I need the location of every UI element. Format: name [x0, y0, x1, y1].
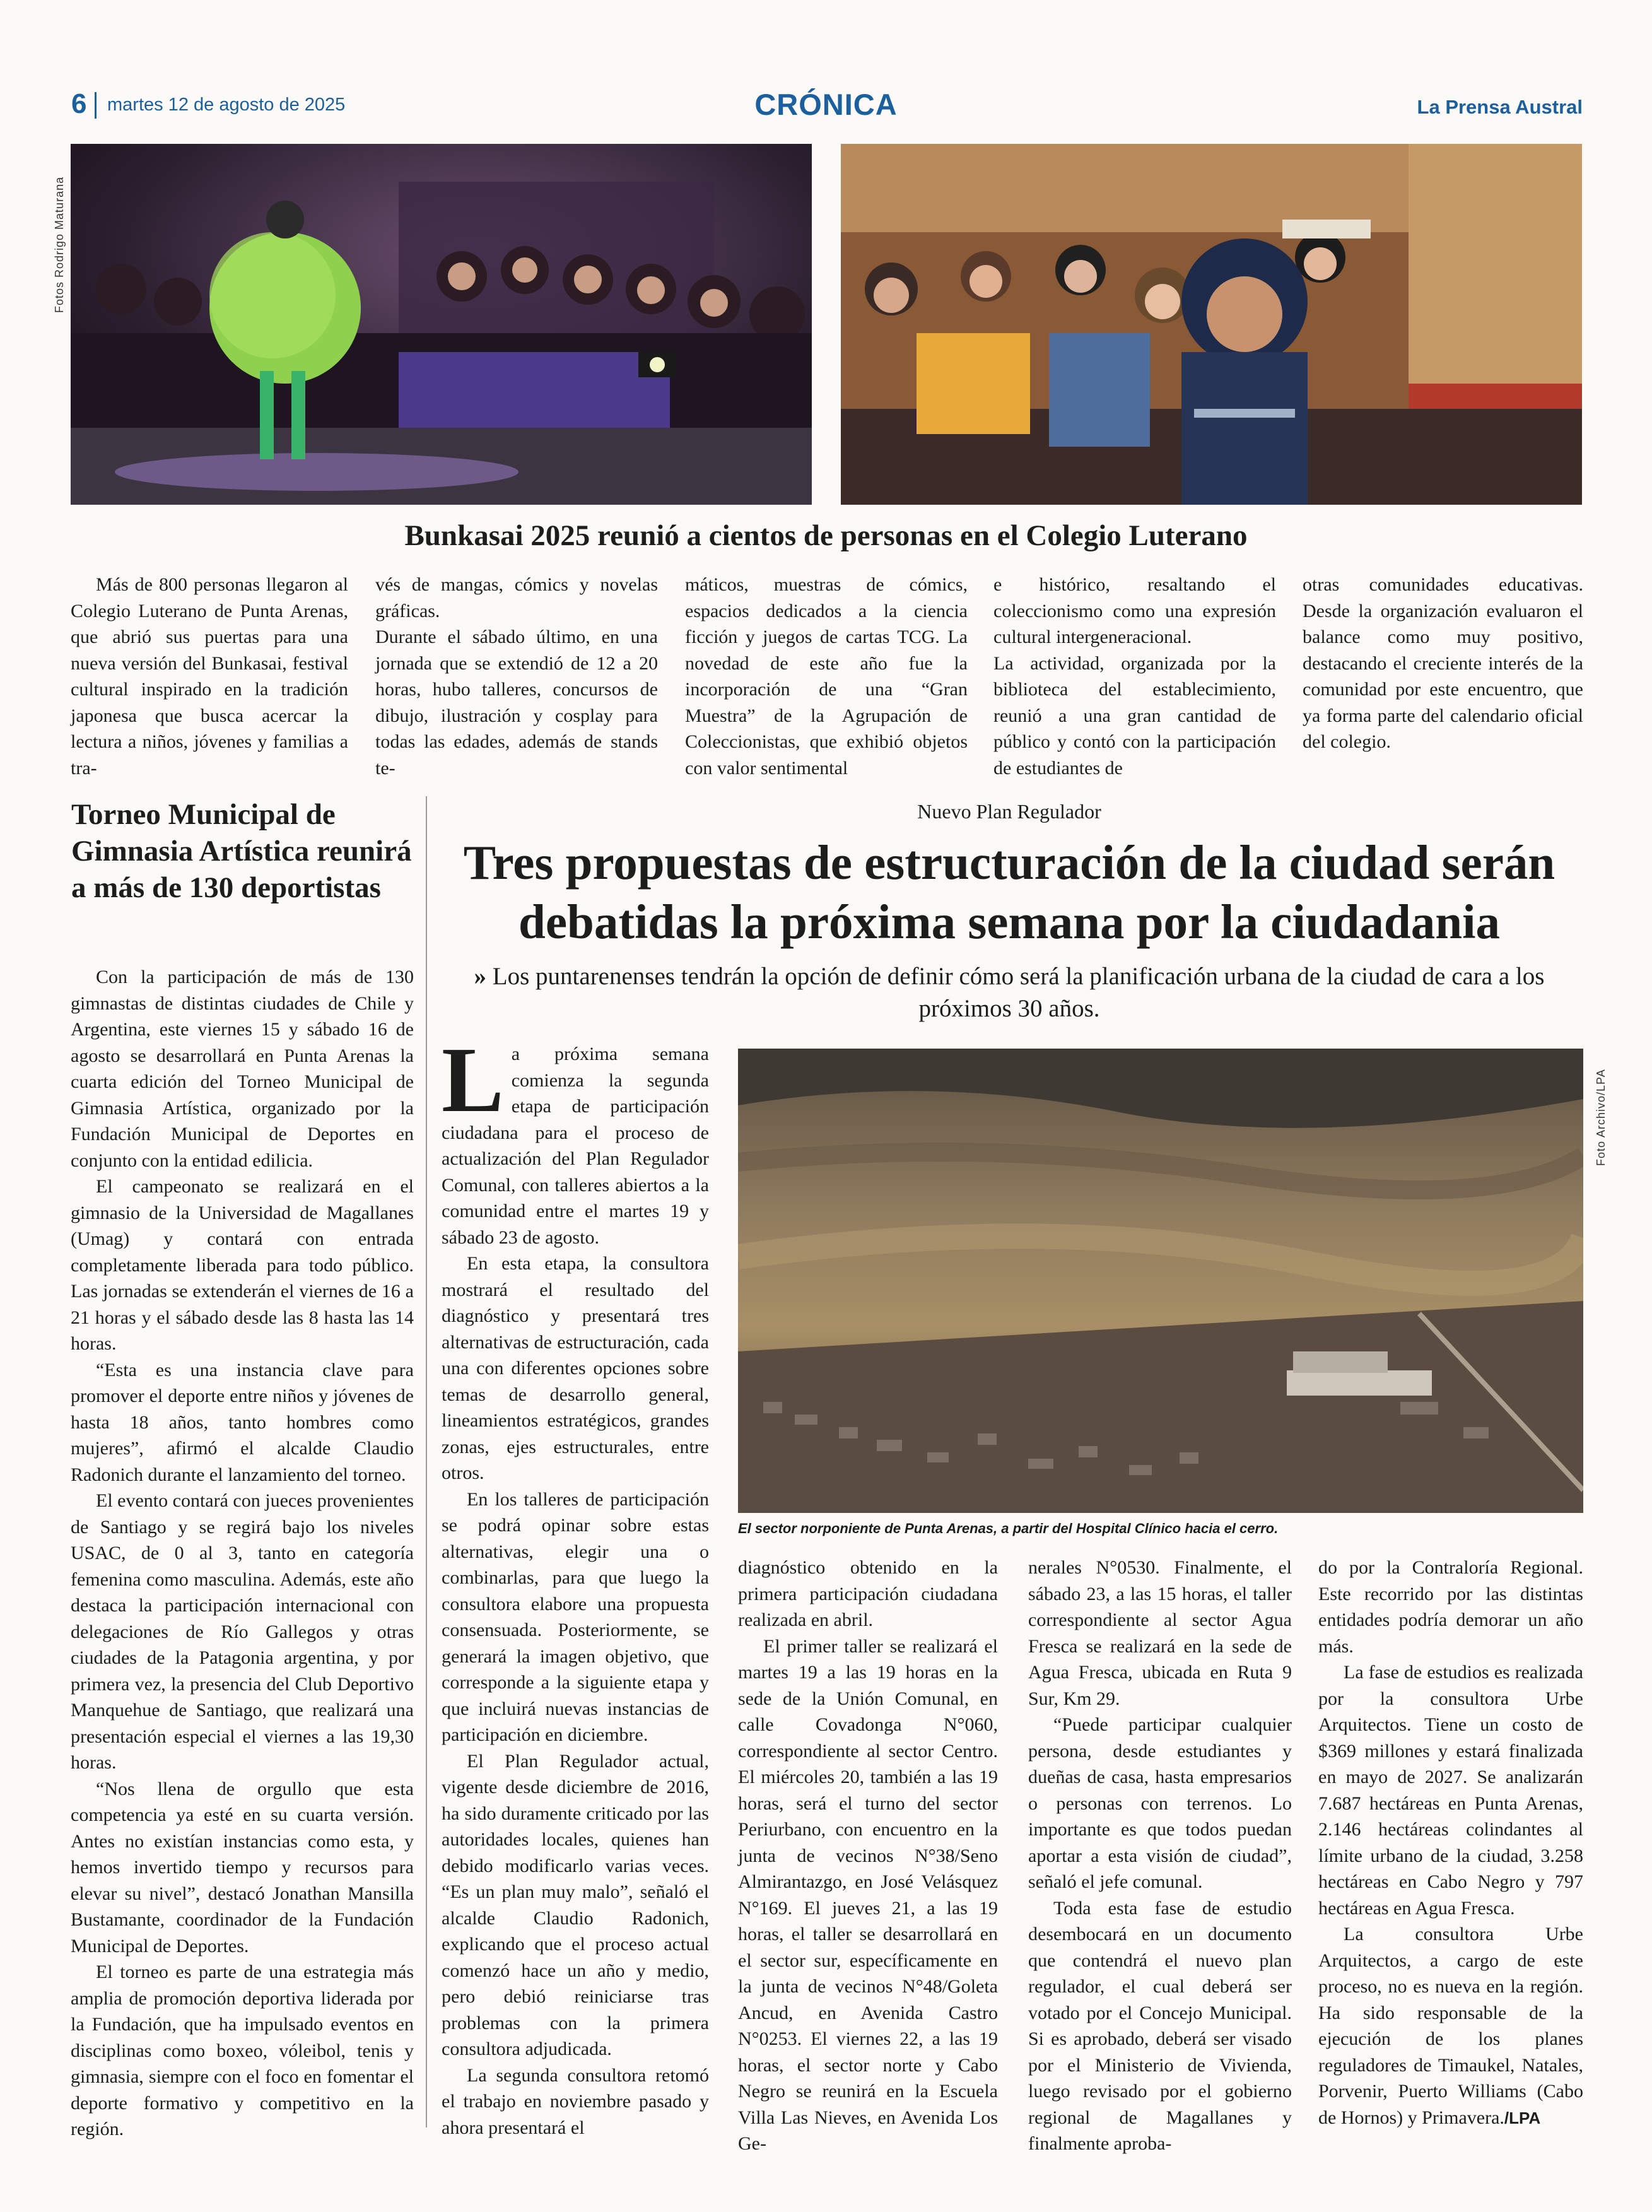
photo-cosplay-audience [841, 144, 1582, 505]
publication-name: La Prensa Austral [1417, 96, 1583, 118]
chevron-right-icon: » [474, 963, 487, 990]
plan-paragraph: “Puede participar cualquier persona, desde estudiantes y dueñas de casa, hasta empresarios o personas con terrenos. Lo importante es que todos puedan aportar a esta visión de ciudad”, señaló el jefe comunal. [1028, 1714, 1292, 1892]
plan-paragraph: La fase de estudios es realizada por la consultora Urbe Arquitectos. Tiene un costo de $369 millones y estará finalizada en mayo de 2027. Se analizarán 7.687 hectáreas en Punta Arenas, 2.146 hectáreas colindantes al límite urbano de la ciudad, 3.258 hectáreas en Cabo Negro y 797 hectáreas en Agua Fresca. [1318, 1662, 1583, 1919]
bunkasai-column-3 [685, 572, 968, 781]
plan-paragraph: do por la Contraloría Regional. Este recorrido por las distintas entidades podría demorar un año más. [1318, 1557, 1583, 1657]
section-title: CRÓNICA [754, 88, 898, 121]
page-number: 6 [71, 88, 87, 119]
photo-credit: Foto Archivo/LPA [1595, 1069, 1607, 1166]
torneo-paragraph: “Nos llena de orgullo que esta competencia ya esté en su cuarta versión. Antes no existían instancias como esta, y hemos invertido tiempo y recursos para elevar su nivel”, destacó Jonathan Mansilla Bustamante, coordinador de la Fundación Municipal de Deportes. [71, 1778, 414, 1956]
bunkasai-paragraph: máticos, muestras de cómics, espacios dedicados a la ciencia ficción y juegos de cartas TCG. La novedad de este año fue la incorporación de una “Gran Muestra” de la Agrupación de Coleccionistas, que exhibió objetos con valor sentimental [685, 574, 968, 779]
bunkasai-paragraph: e histórico, resaltando el coleccionismo como una expresión cultural intergeneracional. La actividad, organizada por la biblioteca del establecimiento, reunió a una gran cantidad de público y contó con la participación de estudiantes de [993, 574, 1276, 779]
bunkasai-column-1 [71, 572, 348, 781]
plan-column-4 [1318, 1555, 1583, 2131]
plan-paragraph [442, 1028, 709, 1250]
plan-column-1 [442, 1028, 709, 2141]
column-divider [426, 796, 427, 2127]
plan-kicker: Nuevo Plan Regulador [917, 800, 1101, 823]
plan-lead-text: a próxima semana comienza la segunda etapa de participación ciudadana para el proceso de actualización del Plan Regulador Comunal, con talleres abiertos a la comunidad entre el martes 19 y sábado 23 de agosto. [442, 1044, 709, 1248]
plan-deck-text: Los puntarenenses tendrán la opción de definir cómo será la planificación urbana de la ciudad de cara a los próximos 30 años. [492, 963, 1545, 1022]
bunkasai-column-5 [1303, 572, 1583, 755]
photo-aerial-punta-arenas [738, 1049, 1583, 1513]
plan-paragraph: diagnóstico obtenido en la primera participación ciudadana realizada en abril. [738, 1557, 998, 1630]
plan-paragraph: El primer taller se realizará el martes 19 a las 19 horas en la sede de la Unión Comunal, en calle Covadonga N°060, correspondiente al sector Centro. El miércoles 20, también a las 19 horas, será el turno del sector Periurbano, con encuentro en la junta de vecinos N°38/Seno Almirantazgo, en José Velásquez N°169. El jueves 21, a las 19 horas, el taller se desarrollará en el sector sur, específicamente en la junta de vecinos N°48/Goleta Ancud, en Avenida Castro N°0253. El viernes 22, a las 19 horas, el sector norte y Cabo Negro se reunirá en la Escuela Villa Las Nieves, en Avenida Los Ge- [738, 1635, 998, 2154]
issue-date: martes 12 de agosto de 2025 [107, 95, 346, 115]
torneo-paragraph: El campeonato se realizará en el gimnasio de la Universidad de Magallanes (Umag) y contará con entrada completamente liberada para todo público. Las jornadas se extenderán el viernes de 16 a 21 horas y el sábado desde las 8 hasta las 14 horas. [71, 1176, 414, 1354]
plan-paragraph: Toda esta fase de estudio desembocará en un documento que contendrá el nuevo plan regulador, el cual deberá ser votado por el Concejo Municipal. Si es aprobado, deberá ser visado por el Ministerio de Vivienda, luego revisado por el gobierno regional de Magallanes y finalmente aproba- [1028, 1897, 1292, 2154]
bunkasai-column-4 [993, 572, 1276, 781]
torneo-body [71, 964, 414, 2143]
photo-cosplay-stage [71, 144, 812, 505]
torneo-paragraph: Con la participación de más de 130 gimnastas de distintas ciudades de Chile y Argentina, este viernes 15 y sábado 16 de agosto se desarrollará en Punta Arenas la cuarta edición del Torneo Municipal de Gimnasia Artística, organizado por la Fundación Municipal de Deportes en conjunto con la entidad edilicia. [71, 967, 414, 1171]
bunkasai-headline: Bunkasai 2025 reunió a cientos de personas en el Colegio Luterano [404, 519, 1248, 552]
plan-paragraph: En los talleres de participación se podrá opinar sobre estas alternativas, elegir una o combinarlas, para que luego la consultora elabore una propuesta consensuada. Posteriormente, se generará la imagen objetivo, que corresponde a la siguiente etapa y que incluirá nuevas instancias de participación en diciembre. [442, 1488, 709, 1745]
bunkasai-column-2 [375, 572, 658, 781]
plan-column-3 [1028, 1555, 1292, 2157]
plan-paragraph: El Plan Regulador actual, vigente desde diciembre de 2016, ha sido duramente criticado por las autoridades locales, quienes han debido modificarlo varias veces. “Es un plan muy malo”, señaló el alcalde Claudio Radonich, explicando que el proceso actual comenzó hace un año y medio, pero debió reiniciarse tras problemas con la primera consultora adjudicada. [442, 1750, 709, 2059]
bunkasai-paragraph: Más de 800 personas llegaron al Colegio Luterano de Punta Arenas, que abrió sus puertas para una nueva versión del Bunkasai, festival cultural inspirado en la tradición japonesa que busca acercar la lectura a niños, jóvenes y familias a tra- [71, 574, 348, 779]
plan-paragraph [1318, 1921, 1583, 2131]
plan-deck [435, 960, 1583, 1025]
torneo-headline: Torneo Municipal de Gimnasia Artística reunirá a más de 130 deportistas [71, 798, 412, 904]
bunkasai-paragraph: otras comunidades educativas. Desde la organización evaluaron el balance como muy positivo, destacando el creciente interés de la comunidad por este encuentro, que ya forma parte del calendario oficial del colegio. [1303, 574, 1583, 752]
plan-column-2 [738, 1555, 998, 2157]
torneo-paragraph: El evento contará con jueces provenientes de Santiago y se regirá bajo los niveles USAC, de 0 al 3, tanto en categoría femenina como masculina. Además, este año destaca la participación internacional con delegaciones de Río Gallegos y otras ciudades de la Patagonia argentina, y por primera vez, la presencia del Club Deportivo Manquehue de Santiago, que realizará una presentación especial el viernes a las 19,30 horas. [71, 1490, 414, 1773]
signoff: /LPA [1504, 2108, 1541, 2127]
plan-paragraph: nerales N°0530. Finalmente, el sábado 23, a las 15 horas, el taller correspondiente al sector Agua Fresca se realizará en la sede de Agua Fresca, ubicada en Ruta 9 Sur, Km 29. [1028, 1557, 1292, 1709]
aerial-photo-caption: El sector norponiente de Punta Arenas, a partir del Hospital Clínico hacia el cerro. [738, 1521, 1279, 1536]
plan-paragraph: En esta etapa, la consultora mostrará el resultado del diagnóstico y presentará tres alternativas de estructuración, cada una con diferentes opciones sobre temas de desarrollo general, lineamientos estratégicos, grandes zonas, ejes estructurales, entre otros. [442, 1253, 709, 1483]
drop-cap: L [442, 1028, 504, 1132]
bunkasai-paragraph: vés de mangas, cómics y novelas gráficas. Durante el sábado último, en una jornada que se extendió de 12 a 20 horas, hubo talleres, concursos de dibujo, ilustración y cosplay para todas las edades, además de stands te- [375, 574, 658, 779]
plan-paragraph: La segunda consultora retomó el trabajo en noviembre pasado y ahora presentará el [442, 2064, 709, 2138]
torneo-paragraph: El torneo es parte de una estrategia más amplia de promoción deportiva liderada por la Fundación, que ha impulsado eventos en disciplinas como boxeo, vóleibol, tenis y gimnasia, siempre con el foco en fomentar el deporte formativo y competitivo en la región. [71, 1962, 414, 2139]
photo-credit: Fotos Rodrigo Maturana [53, 176, 66, 313]
torneo-paragraph: “Esta es una instancia clave para promover el deporte entre niños y jóvenes de hasta 18 años, tanto hombres como mujeres”, afirmó el alcalde Claudio Radonich durante el lanzamiento del torneo. [71, 1359, 414, 1485]
plan-closing-text: La consultora Urbe Arquitectos, a cargo de este proceso, no es nueva en la región. Ha sido responsable de la ejecución de los planes reguladores de Timaukel, Natales, Porvenir, Puerto Williams (Cabo de Hornos) y Primavera. [1318, 1924, 1583, 2128]
plan-headline: Tres propuestas de estructuración de la ciudad serán debatidas la próxima semana por la ciudadania [463, 835, 1555, 949]
